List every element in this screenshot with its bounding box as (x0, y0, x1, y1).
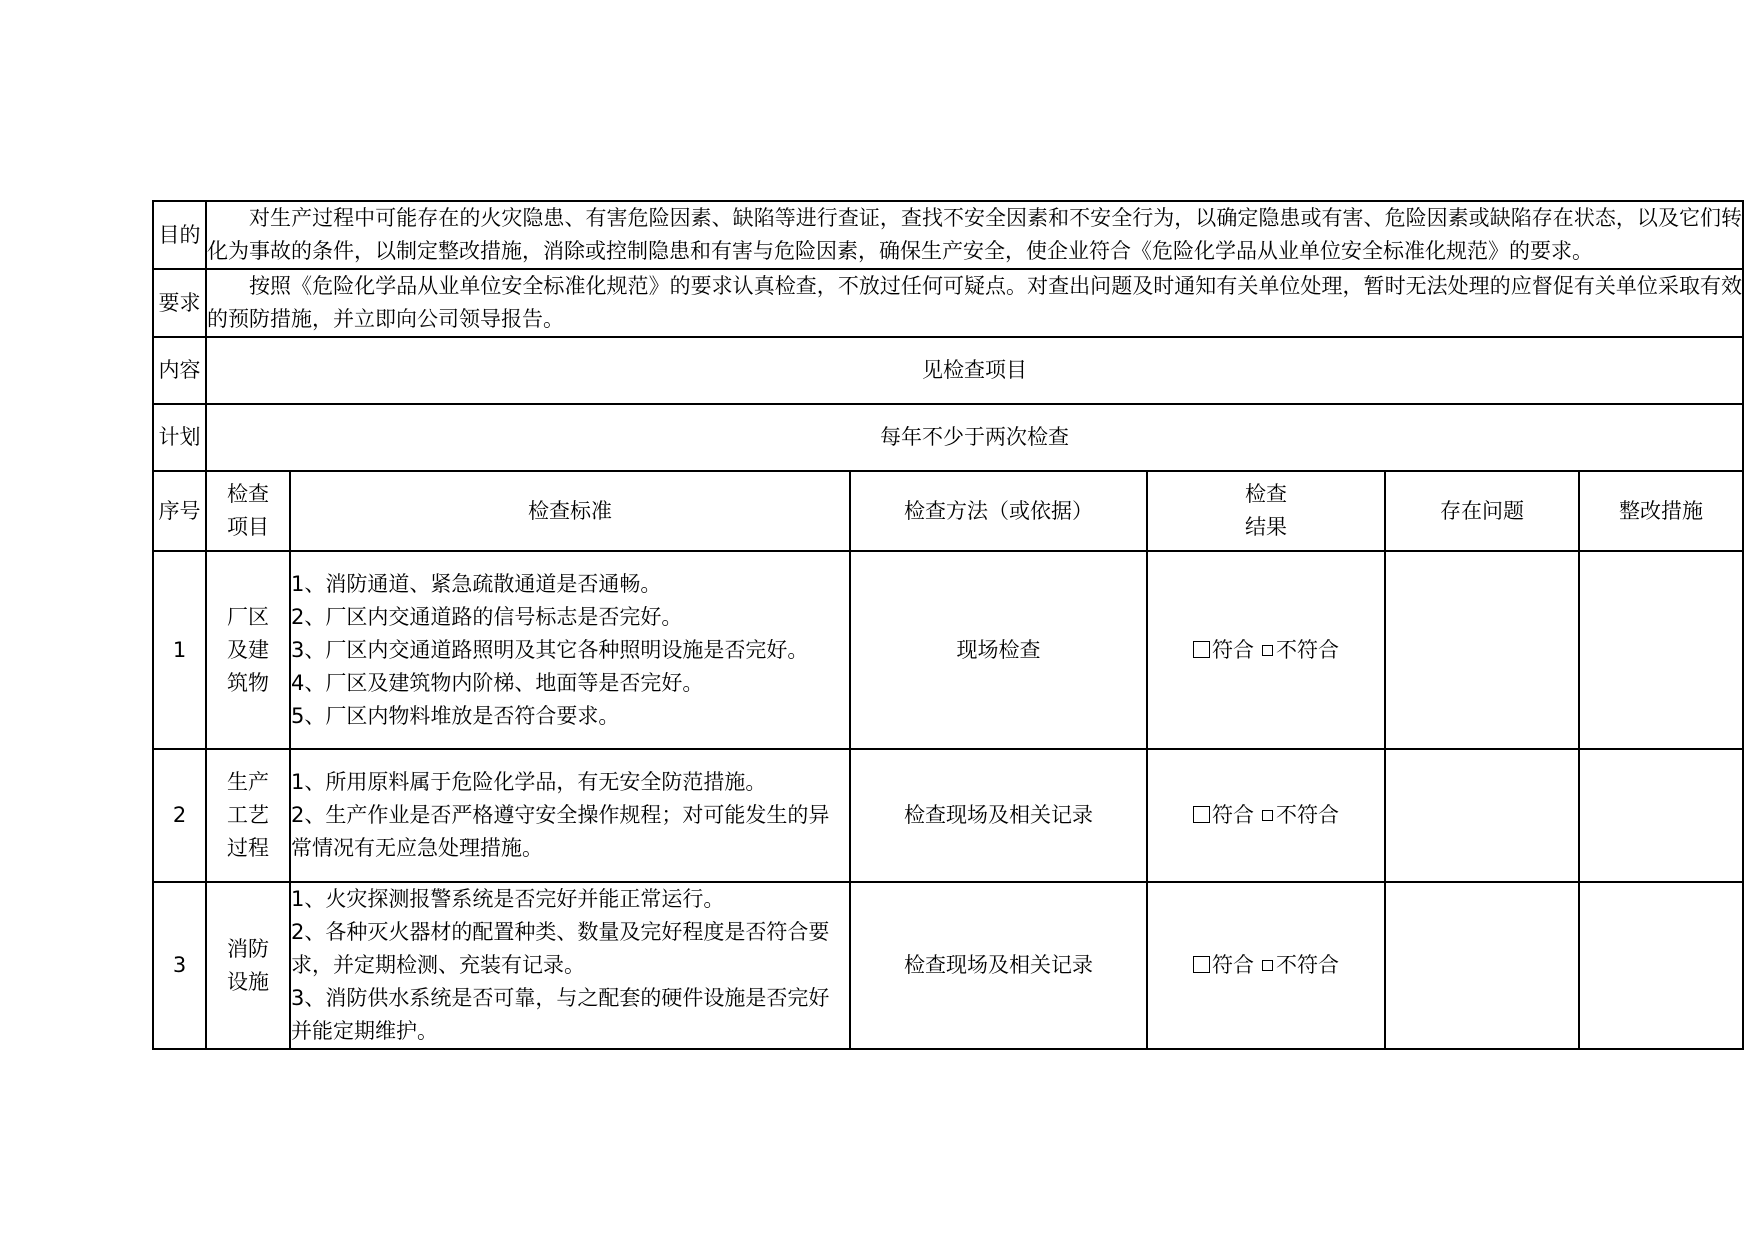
header-seq: 序号 (153, 471, 206, 551)
row-fix[interactable] (1579, 749, 1743, 882)
header-standard: 检查标准 (290, 471, 850, 551)
row-standards (290, 551, 850, 749)
purpose-text: 对生产过程中可能存在的火灾隐患、有害危险因素、缺陷等进行查证，查找不安全因素和不安全行为，以确定隐患或有害、危险因素或缺陷存在状态，以及它们转化为事故的条件，以制定整改措施，消除或控制隐患和有害与危险因素，确保生产安全，使企业符合《危险化学品从业单位安全标准化规范》的要求。 (207, 206, 1743, 263)
standard-line: 3、厂区内交通道路照明及其它各种照明设施是否完好。 (291, 637, 809, 662)
purpose-label: 目的 (153, 201, 206, 269)
purpose-row (153, 201, 1743, 269)
row-item: 生产工艺过程 (206, 749, 290, 882)
requirement-cell (206, 269, 1743, 337)
row-seq: 3 (153, 882, 206, 1049)
header-item: 检查项目 (206, 471, 290, 551)
inspection-table (152, 200, 1744, 1050)
row-standards (290, 749, 850, 882)
content-value: 见检查项目 (206, 337, 1743, 404)
standard-line: 5、厂区内物料堆放是否符合要求。 (291, 703, 620, 728)
row-fix[interactable] (1579, 882, 1743, 1049)
fail-label: 不符合 (1276, 803, 1339, 827)
pass-label: 符合 (1212, 803, 1254, 827)
purpose-cell (206, 201, 1743, 269)
standard-line: 4、厂区及建筑物内阶梯、地面等是否完好。 (291, 670, 704, 695)
header-method: 检查方法（或依据） (850, 471, 1147, 551)
standard-line: 2、各种灭火器材的配置种类、数量及完好程度是否符合要求，并定期检测、充装有记录。 (291, 920, 830, 977)
header-problem: 存在问题 (1385, 471, 1579, 551)
standard-line: 3、消防供水系统是否可靠，与之配套的硬件设施是否完好并能定期维护。 (291, 986, 830, 1043)
row-seq: 1 (153, 551, 206, 749)
pass-checkbox[interactable] (1193, 806, 1210, 823)
row-standards (290, 882, 850, 1049)
row-seq: 2 (153, 749, 206, 882)
pass-label: 符合 (1212, 637, 1254, 662)
fail-checkbox[interactable] (1262, 960, 1273, 971)
table-row (153, 882, 1743, 1049)
standard-line: 1、火灾探测报警系统是否完好并能正常运行。 (291, 887, 725, 911)
row-method: 现场检查 (850, 551, 1147, 749)
pass-checkbox[interactable] (1193, 641, 1210, 658)
standard-line: 1、消防通道、紧急疏散通道是否通畅。 (291, 571, 662, 596)
row-result (1147, 551, 1385, 749)
content-label: 内容 (153, 337, 206, 404)
fail-checkbox[interactable] (1262, 810, 1273, 821)
pass-label: 符合 (1212, 953, 1254, 977)
pass-checkbox[interactable] (1193, 956, 1210, 973)
row-method: 检查现场及相关记录 (850, 749, 1147, 882)
row-method: 检查现场及相关记录 (850, 882, 1147, 1049)
content-row (153, 337, 1743, 404)
standard-line: 2、厂区内交通道路的信号标志是否完好。 (291, 604, 683, 629)
row-problem[interactable] (1385, 749, 1579, 882)
fail-label: 不符合 (1276, 637, 1339, 662)
plan-value: 每年不少于两次检查 (206, 404, 1743, 471)
plan-row (153, 404, 1743, 471)
requirement-label: 要求 (153, 269, 206, 337)
table-row (153, 551, 1743, 749)
requirement-row (153, 269, 1743, 337)
fail-label: 不符合 (1276, 953, 1339, 977)
row-item: 厂区及建筑物 (206, 551, 290, 749)
header-row (153, 471, 1743, 551)
row-result (1147, 882, 1385, 1049)
table-row (153, 749, 1743, 882)
row-fix[interactable] (1579, 551, 1743, 749)
row-problem[interactable] (1385, 551, 1579, 749)
header-fix: 整改措施 (1579, 471, 1743, 551)
row-problem[interactable] (1385, 882, 1579, 1049)
row-item: 消防设施 (206, 882, 290, 1049)
plan-label: 计划 (153, 404, 206, 471)
fail-checkbox[interactable] (1262, 645, 1273, 656)
header-result: 检查结果 (1147, 471, 1385, 551)
row-result (1147, 749, 1385, 882)
requirement-text: 按照《危险化学品从业单位安全标准化规范》的要求认真检查，不放过任何可疑点。对查出问题及时通知有关单位处理，暂时无法处理的应督促有关单位采取有效的预防措施，并立即向公司领导报告。 (207, 274, 1743, 331)
standard-line: 2、生产作业是否严格遵守安全操作规程；对可能发生的异常情况有无应急处理措施。 (291, 803, 830, 860)
standard-line: 1、所用原料属于危险化学品，有无安全防范措施。 (291, 770, 767, 794)
